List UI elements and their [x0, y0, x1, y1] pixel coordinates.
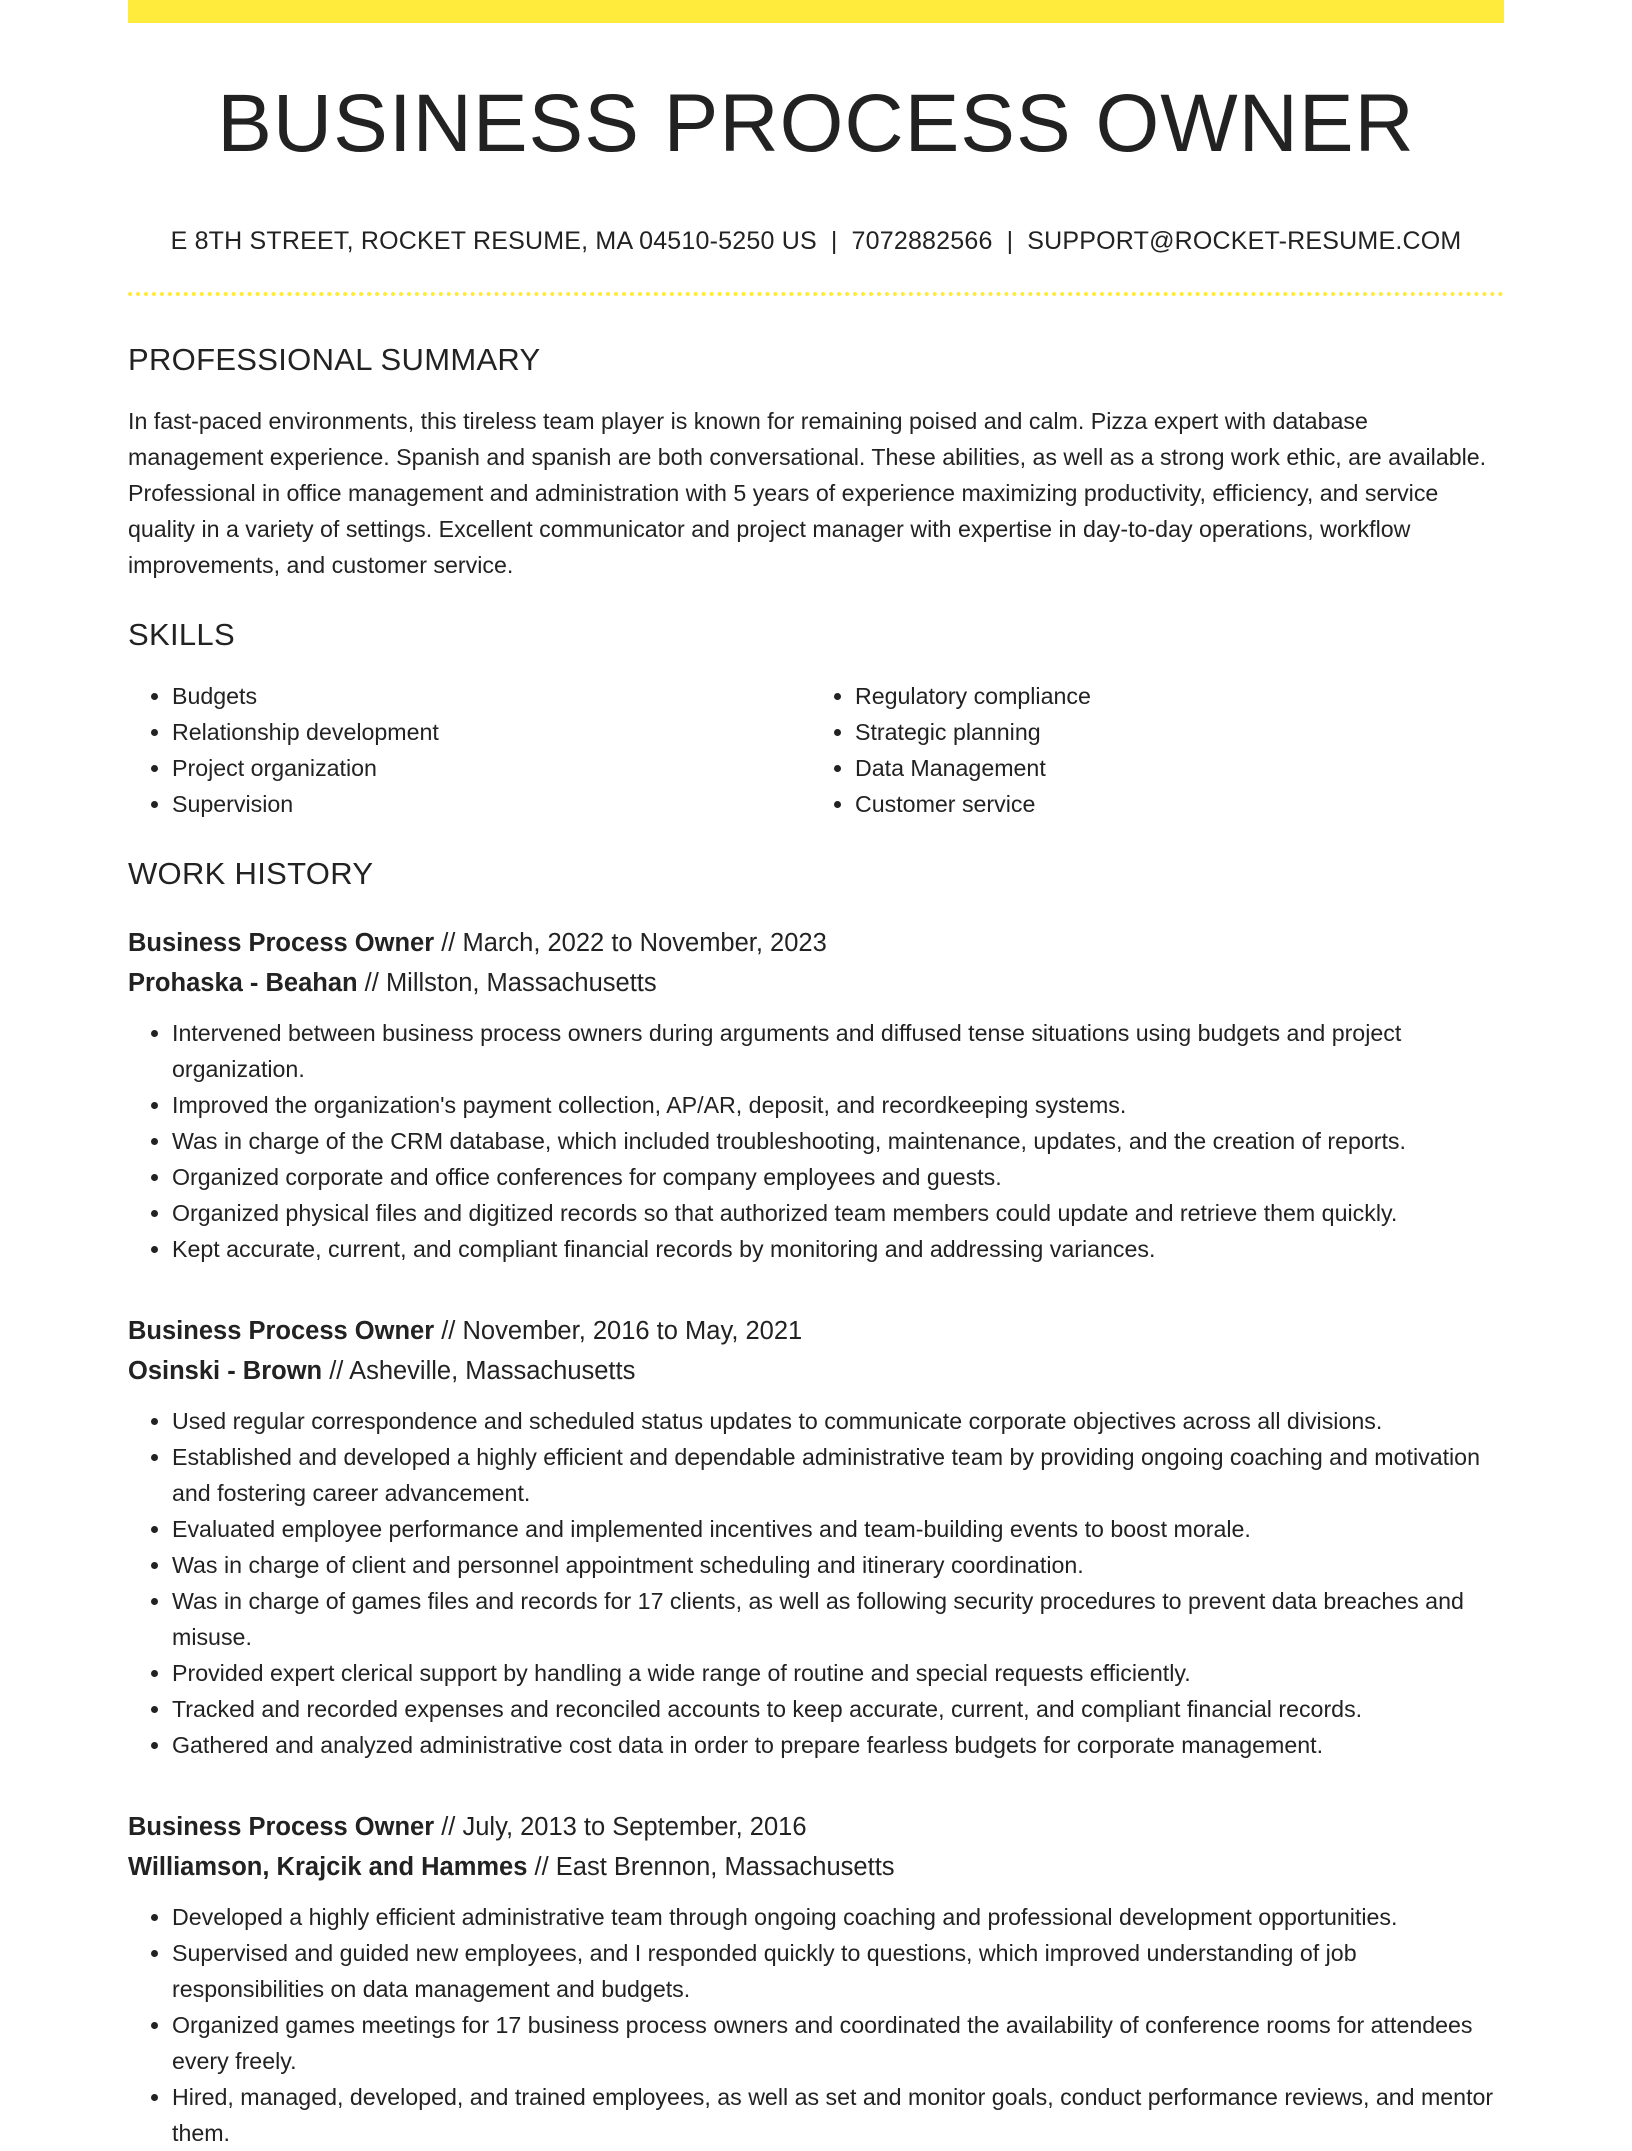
job-bullet: • Organized physical files and digitized records so that authorized team members could update and retrieve them quickly.	[172, 1195, 1504, 1231]
job-location: Millston, Massachusetts	[385, 969, 657, 997]
job-separator: //	[322, 1357, 350, 1385]
work-history-heading: WORK HISTORY	[128, 856, 374, 891]
skill-item: • Project organization	[172, 750, 806, 786]
resume-page	[128, 0, 1504, 2151]
job-bullet: • Established and developed a highly efficient and dependable administrative team by providing ongoing coaching and motivation and fostering career advancement.	[172, 1439, 1504, 1511]
job-bullet-list	[128, 1403, 1504, 1763]
job-company: Osinski - Brown	[128, 1357, 323, 1385]
dotted-divider	[128, 292, 1504, 296]
job-separator: //	[357, 969, 386, 997]
job-bullet-list	[128, 1015, 1504, 1267]
job-separator: //	[434, 1813, 463, 1841]
job-entry	[128, 1807, 1504, 2151]
job-bullet: • Was in charge of client and personnel appointment scheduling and itinerary coordination.	[172, 1547, 1504, 1583]
job-entry	[128, 1311, 1504, 1763]
job-dates: March, 2022 to November, 2023	[462, 929, 827, 957]
job-dates: July, 2013 to September, 2016	[462, 1813, 807, 1841]
skill-item: • Supervision	[172, 786, 806, 822]
job-bullet: • Was in charge of the CRM database, which included troubleshooting, maintenance, updates, and the creation of reports.	[172, 1123, 1504, 1159]
job-location: East Brennon, Massachusetts	[555, 1853, 895, 1881]
summary-text: In fast-paced environments, this tireless team player is known for remaining poised and calm. Pizza expert with database management experience. Spanish and spanish are both conversational. These abilities, as well as a strong work ethic, are available. Professional in office management and administration with 5 years of experience maximizing productivity, efficiency, and service quality in a variety of settings. Excellent communicator and project manager with expertise in day-to-day operations, workflow improvements, and customer service.	[128, 408, 1487, 578]
contact-separator: |	[830, 227, 838, 255]
job-company-line	[128, 963, 1504, 1003]
contact-address: E 8TH STREET, ROCKET RESUME, MA 04510-5250 US	[170, 227, 817, 255]
skill-item: • Regulatory compliance	[855, 678, 1489, 714]
skill-item: • Data Management	[855, 750, 1489, 786]
summary-heading: PROFESSIONAL SUMMARY	[128, 342, 541, 377]
job-bullet: • Improved the organization's payment collection, AP/AR, deposit, and recordkeeping systems.	[172, 1087, 1504, 1123]
job-bullet: • Was in charge of games files and records for 17 clients, as well as following security procedures to prevent data breaches and misuse.	[172, 1583, 1504, 1655]
job-bullet: • Kept accurate, current, and compliant financial records by monitoring and addressing variances.	[172, 1231, 1504, 1267]
skill-item: • Strategic planning	[855, 714, 1489, 750]
accent-bar	[128, 0, 1504, 23]
contact-separator: |	[1006, 227, 1014, 255]
job-role-line	[128, 923, 1504, 963]
contact-email[interactable]: SUPPORT@ROCKET-RESUME.COM	[1027, 227, 1462, 255]
job-role: Business Process Owner	[128, 929, 435, 957]
job-separator: //	[434, 1317, 463, 1345]
job-bullet: • Intervened between business process owners during arguments and diffused tense situations using budgets and project organization.	[172, 1015, 1504, 1087]
skill-item: • Customer service	[855, 786, 1489, 822]
contact-phone[interactable]: 7072882566	[851, 227, 993, 255]
job-company: Prohaska - Beahan	[128, 969, 358, 997]
job-bullet: • Used regular correspondence and scheduled status updates to communicate corporate objectives across all divisions.	[172, 1403, 1504, 1439]
job-role-line	[128, 1311, 1504, 1351]
job-bullet: • Hired, managed, developed, and trained employees, as well as set and monitor goals, conduct performance reviews, and mentor them.	[172, 2079, 1504, 2151]
skill-item: • Relationship development	[172, 714, 806, 750]
job-bullet: • Tracked and recorded expenses and reconciled accounts to keep accurate, current, and compliant financial records.	[172, 1691, 1504, 1727]
job-bullet-list	[128, 1899, 1504, 2151]
job-company: Williamson, Krajcik and Hammes	[128, 1853, 528, 1881]
job-bullet: • Organized corporate and office conferences for company employees and guests.	[172, 1159, 1504, 1195]
contact-line	[128, 229, 1504, 254]
job-bullet: • Provided expert clerical support by handling a wide range of routine and special requests efficiently.	[172, 1655, 1504, 1691]
resume-title: BUSINESS PROCESS OWNER	[217, 78, 1415, 169]
skills-list	[128, 678, 1504, 822]
job-bullet: • Supervised and guided new employees, and I responded quickly to questions, which improved understanding of job responsibilities on data management and budgets.	[172, 1935, 1504, 2007]
job-separator: //	[527, 1853, 556, 1881]
job-role: Business Process Owner	[128, 1317, 435, 1345]
job-bullet: • Organized games meetings for 17 business process owners and coordinated the availability of conference rooms for attendees every freely.	[172, 2007, 1504, 2079]
job-location: Asheville, Massachusetts	[349, 1357, 636, 1385]
job-company-line	[128, 1351, 1504, 1391]
job-role: Business Process Owner	[128, 1813, 435, 1841]
skills-column-1	[128, 678, 806, 822]
skills-heading: SKILLS	[128, 617, 235, 652]
job-entry	[128, 923, 1504, 1267]
job-bullet: • Evaluated employee performance and implemented incentives and team-building events to boost morale.	[172, 1511, 1504, 1547]
skill-item: • Budgets	[172, 678, 806, 714]
skills-column-2	[806, 678, 1489, 822]
job-separator: //	[434, 929, 463, 957]
job-dates: November, 2016 to May, 2021	[462, 1317, 803, 1345]
job-company-line	[128, 1847, 1504, 1887]
job-role-line	[128, 1807, 1504, 1847]
job-bullet: • Gathered and analyzed administrative cost data in order to prepare fearless budgets for corporate management.	[172, 1727, 1504, 1763]
job-bullet: • Developed a highly efficient administrative team through ongoing coaching and professional development opportunities.	[172, 1899, 1504, 1935]
